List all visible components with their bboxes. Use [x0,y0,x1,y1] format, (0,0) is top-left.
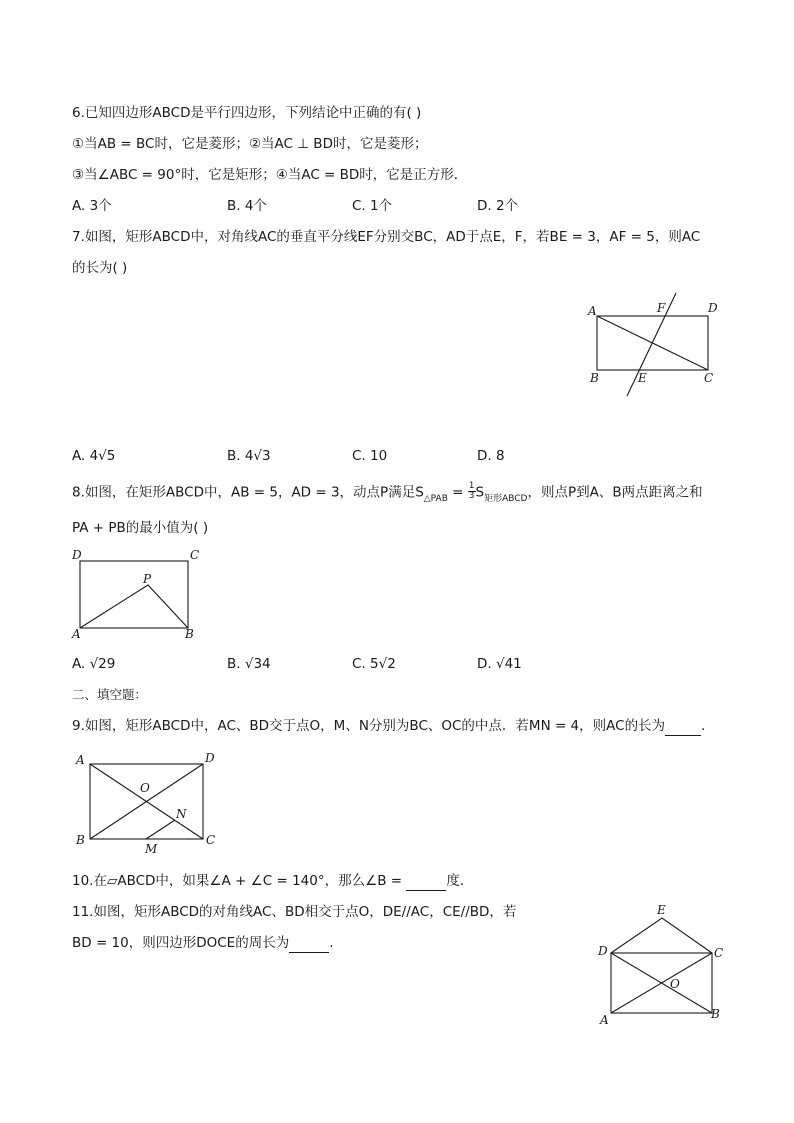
q8-stem-a: 8.如图，在矩形ABCD中，AB = 5，AD = 3，动点P满足S [72,484,424,501]
q11-label-o: O [670,977,680,991]
q8-frac-den: 3 [468,491,475,501]
q7-bisector-ef [627,293,676,396]
q6-option-a: A. 3个 [72,198,112,214]
q10-stem-text: 10.在▱ABCD中，如果∠A + ∠C = 140°，那么∠B = [72,873,407,889]
q10-answer-blank[interactable] [406,872,446,891]
q8-sub-rect: 矩形ABCD [484,493,528,504]
q7-label-b: B [590,371,599,385]
q11-stem-end: ． [329,935,343,951]
q9-label-m: M [145,842,158,856]
q7-stem: 7.如图，矩形ABCD中，对角线AC的垂直平分线EF分别交BC，AD于点E，F，若BE = 3，AF = 5，则AC [72,229,701,245]
q9-stem-text: 9.如图，矩形ABCD中，AC、BD交于点O，M、N分别为BC、OC的中点．若MN = 4，则AC的长为 [72,718,666,734]
q11-figure [592,900,732,1028]
q7-label-e: E [638,371,647,385]
q7-label-d: D [708,301,718,315]
q8-label-c: C [190,548,200,562]
q8-label-p: P [143,572,152,586]
q6-stem: 6.已知四边形ABCD是平行四边形，下列结论中正确的有( ) [72,105,422,121]
q8-stem-cont: PA + PB的最小值为( ) [72,520,209,536]
q11-stem-text: BD = 10，则四边形DOCE的周长为 [72,935,290,951]
q9-label-n: N [176,807,187,821]
section-fill-in-heading: 二、填空题： [72,687,148,702]
q8-option-a: A. √29 [72,656,116,672]
q7-option-c: C. 10 [352,448,388,464]
q8-label-b: B [185,627,194,641]
q9-label-b: B [76,833,85,847]
q8-sub-pab: △PAB [423,493,448,504]
q9-segment-mn [146,820,175,839]
q11-label-d: D [598,944,608,958]
q8-option-d: D. √41 [477,656,522,672]
q6-statement-1-2: ①当AB = BC时，它是菱形；②当AC ⊥ BD时，它是菱形； [72,136,428,152]
q9-answer-blank[interactable] [665,717,701,736]
q9-stem-end: ． [701,718,715,734]
q7-option-d: D. 8 [477,448,505,464]
q11-stem-cont [72,934,343,953]
q9-stem [72,717,715,736]
q8-eq: = [447,484,468,501]
q8-stem [72,483,703,504]
q7-label-f: F [657,301,666,315]
q10-stem [72,872,473,891]
q7-option-a: A. 4√5 [72,448,116,464]
q9-label-a: A [76,753,85,767]
q11-triangle-dec [611,918,712,953]
q11-label-c: C [714,946,724,960]
q7-label-c: C [704,371,714,385]
q7-label-a: A [588,304,597,318]
q8-s2: S [475,484,485,501]
q8-label-a: A [72,627,81,641]
q11-label-b: B [711,1007,720,1021]
q11-label-e: E [657,903,666,917]
q8-label-d: D [72,548,82,562]
q9-label-d: D [205,751,215,765]
q11-stem: 11.如图，矩形ABCD的对角线AC、BD相交于点O，DE//AC，CE//BD，若 [72,904,517,920]
q8-option-b: B. √34 [227,656,271,672]
q6-option-c: C. 1个 [352,198,393,214]
q8-figure [66,544,206,644]
q8-frac-num: 1 [468,481,475,491]
q8-triangle-pab [80,585,188,628]
q10-stem-end: 度． [446,873,474,889]
q9-label-c: C [206,833,216,847]
q11-answer-blank[interactable] [289,934,329,953]
q8-fraction [468,482,476,501]
q7-figure [580,288,730,400]
q6-statement-3-4: ③当∠ABC = 90°时，它是矩形；④当AC = BD时，它是正方形． [72,167,468,183]
q6-option-d: D. 2个 [477,198,519,214]
q8-stem-b: ，则点P到A、B两点距离之和 [527,484,703,501]
q6-option-b: B. 4个 [227,198,267,214]
q9-figure [70,748,225,858]
q7-stem-cont: 的长为( ) [72,260,128,276]
q8-option-c: C. 5√2 [352,656,396,672]
q11-label-a: A [600,1013,609,1027]
q9-label-o: O [140,781,150,795]
q7-option-b: B. 4√3 [227,448,271,464]
